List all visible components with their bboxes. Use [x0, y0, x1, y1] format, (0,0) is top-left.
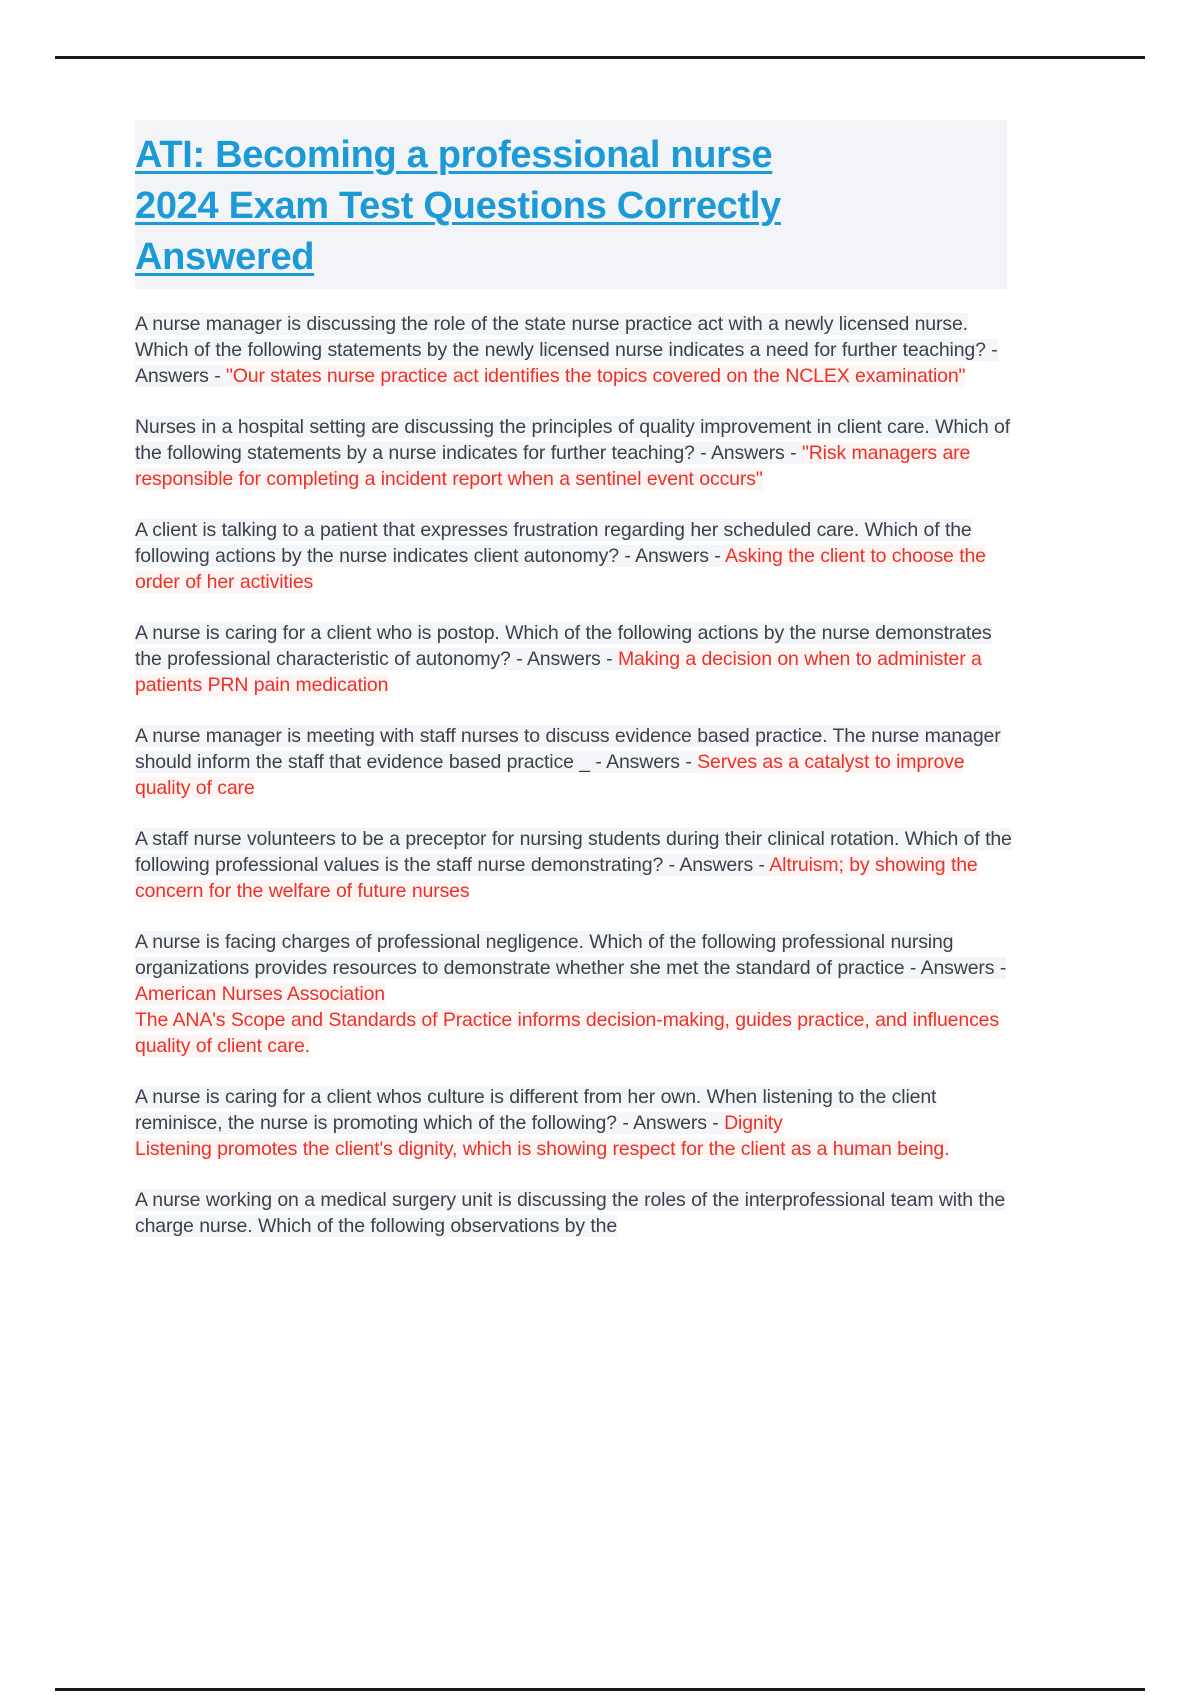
- bottom-divider-rule: [55, 1688, 1145, 1691]
- qa-block: [135, 414, 1015, 492]
- answer-explanation: The ANA's Scope and Standards of Practice informs decision-making, guides practice, and influences quality of client care.: [135, 1009, 999, 1057]
- qa-block: [135, 1084, 1015, 1162]
- top-divider-rule: [55, 56, 1145, 59]
- document-content: [135, 120, 1015, 1239]
- question-text: A nurse is facing charges of professional negligence. Which of the following professional nursing organizations provides resources to demonstrate whether she met the standard of practice - Answers -: [135, 931, 1007, 979]
- question-text: A staff nurse volunteers to be a preceptor for nursing students during their clinical rotation. Which of the following professional values is the staff nurse demonstrating? - Answers -: [135, 828, 1012, 876]
- qa-block: [135, 826, 1015, 904]
- answer-text: Dignity: [724, 1112, 783, 1134]
- question-text: A nurse manager is meeting with staff nurses to discuss evidence based practice. The nurse manager should inform the staff that evidence based practice _ - Answers -: [135, 725, 1001, 773]
- qa-block: [135, 723, 1015, 801]
- question-text: Nurses in a hospital setting are discussing the principles of quality improvement in client care. Which of the following statements by a nurse indicates for further teaching? - Answers -: [135, 416, 1010, 464]
- answer-text: Altruism; by showing the concern for the welfare of future nurses: [135, 854, 978, 902]
- qa-list: [135, 311, 1015, 1239]
- qa-block-truncated: [135, 1187, 1015, 1239]
- page-title: [135, 120, 1007, 289]
- question-text: A nurse working on a medical surgery unit is discussing the roles of the interprofessional team with the charge nurse. Which of the following observations by the: [135, 1189, 1006, 1237]
- qa-block: [135, 311, 1015, 389]
- page-title-line-3: Answered: [135, 236, 315, 278]
- answer-text: "Risk managers are responsible for completing a incident report when a sentinel event occurs": [135, 442, 971, 490]
- answer-text: Making a decision on when to administer a patients PRN pain medication: [135, 648, 982, 696]
- answer-text: "Our states nurse practice act identifies the topics covered on the NCLEX examination": [226, 365, 966, 387]
- answer-explanation: Listening promotes the client's dignity, which is showing respect for the client as a human being.: [135, 1138, 950, 1160]
- answer-text: Asking the client to choose the order of her activities: [135, 545, 986, 593]
- question-text: A nurse is caring for a client who is postop. Which of the following actions by the nurse demonstrates the professional characteristic of autonomy? - Answers -: [135, 622, 992, 670]
- question-text: A nurse manager is discussing the role of the state nurse practice act with a newly licensed nurse. Which of the following statements by the newly licensed nurse indicates a need for further teaching? - Answers -: [135, 313, 998, 387]
- qa-block: [135, 620, 1015, 698]
- qa-block: [135, 517, 1015, 595]
- page-title-line-2: 2024 Exam Test Questions Correctly: [135, 185, 781, 227]
- answer-text: American Nurses Association: [135, 983, 385, 1005]
- question-text: A nurse is caring for a client whos culture is different from her own. When listening to the client reminisce, the nurse is promoting which of the following? - Answers -: [135, 1086, 937, 1134]
- page-title-line-1: ATI: Becoming a professional nurse: [135, 134, 773, 176]
- question-text: A client is talking to a patient that expresses frustration regarding her scheduled care. Which of the following actions by the nurse indicates client autonomy? - Answers -: [135, 519, 972, 567]
- qa-block: [135, 929, 1015, 1059]
- answer-text: Serves as a catalyst to improve quality of care: [135, 751, 965, 799]
